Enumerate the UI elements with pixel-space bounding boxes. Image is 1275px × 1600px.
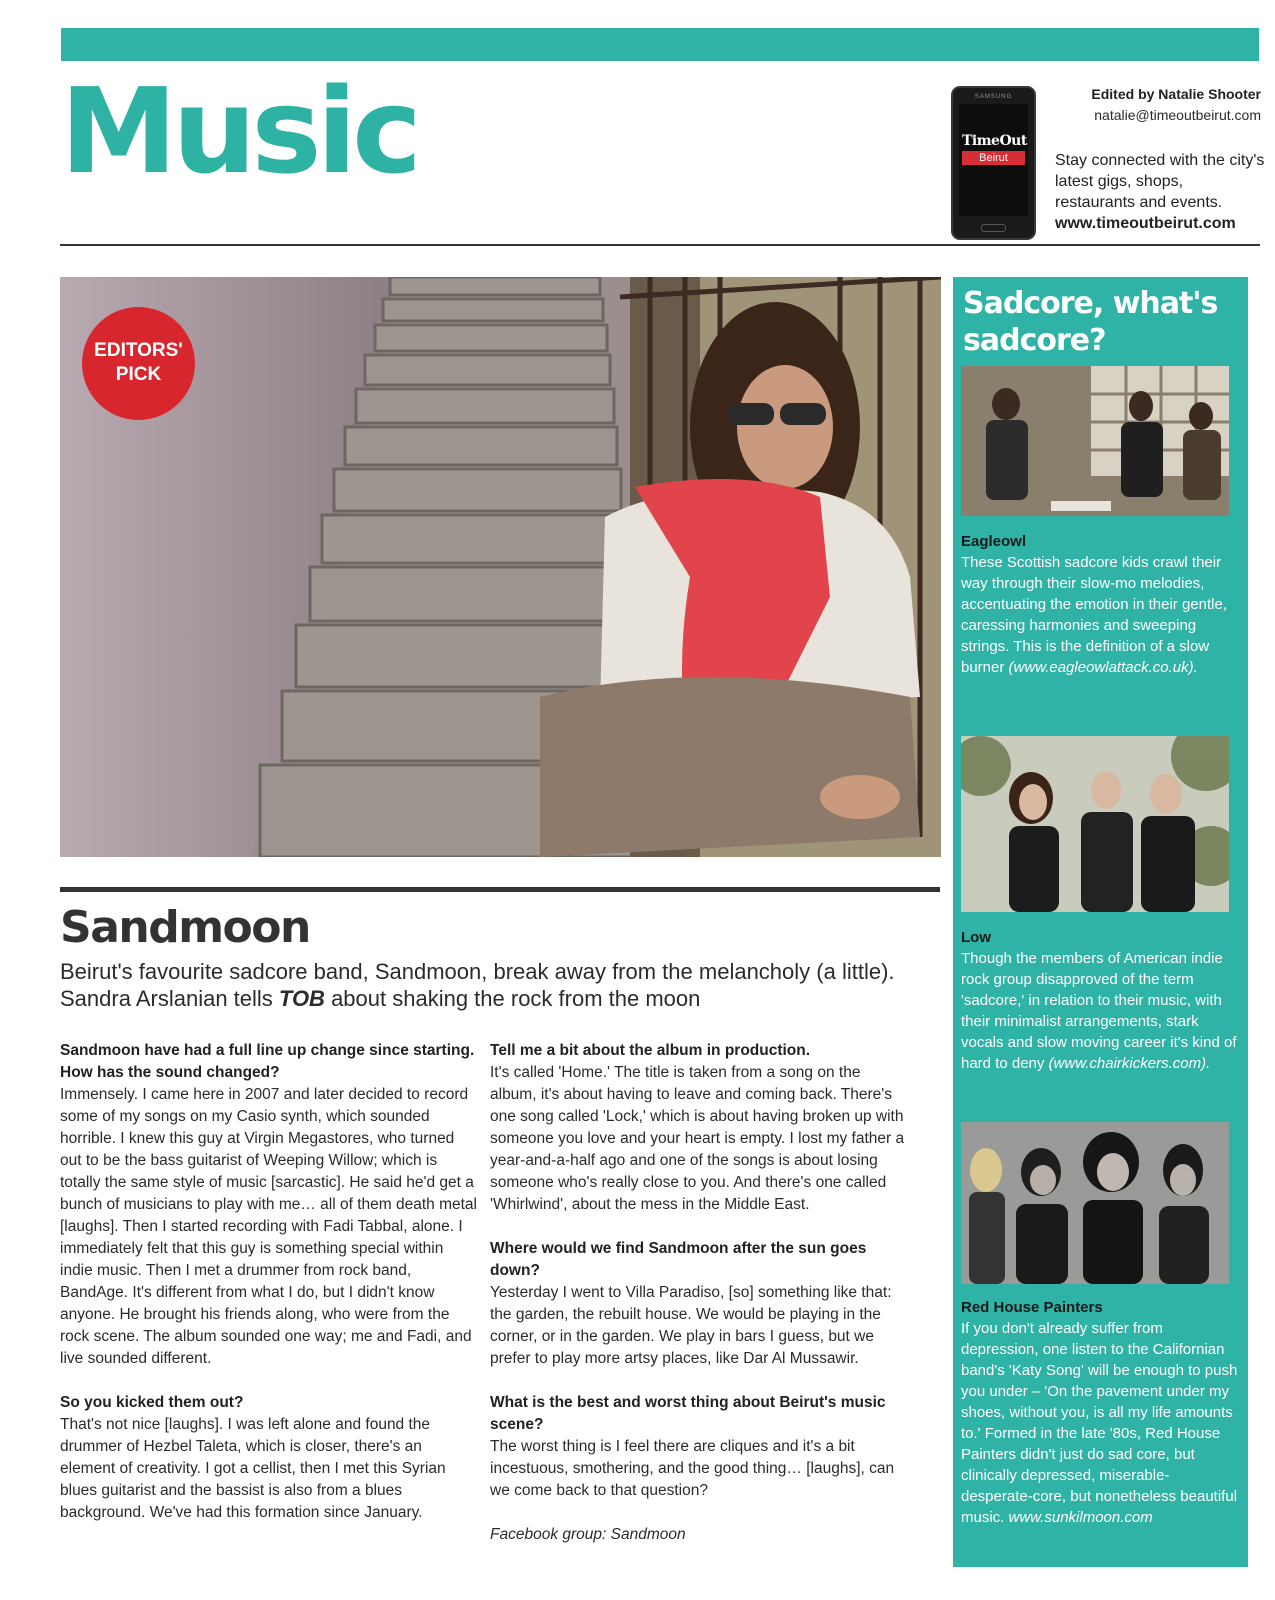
section-title: Music: [60, 62, 418, 200]
entry-url[interactable]: (www.chairkickers.com).: [1048, 1055, 1211, 1072]
article-column-left: [60, 1040, 480, 1546]
promo-text: Stay connected with the city's latest gigs, shops, restaurants and events.: [1055, 152, 1265, 211]
editor-email[interactable]: natalie@timeoutbeirut.com: [1094, 107, 1261, 123]
question: Sandmoon have had a full line up change since starting. How has the sound changed?: [60, 1042, 475, 1081]
logo-top: TimeOut: [962, 133, 1027, 149]
entry-name: Red House Painters: [961, 1299, 1103, 1316]
article-column-right: [490, 1040, 910, 1546]
article-headline: Sandmoon: [60, 902, 310, 953]
badge-line-1: EDITORS': [94, 340, 183, 361]
sadcore-sidebar: [953, 277, 1248, 1567]
sidebar-entry: [961, 927, 1241, 1074]
sidebar-title: Sadcore, what's sadcore?: [963, 286, 1218, 358]
sidebar-entry: [961, 531, 1241, 678]
promo-box: [1055, 150, 1265, 234]
article-rule: [60, 887, 940, 892]
phone-home-button: [981, 224, 1006, 232]
facebook-credit: Facebook group: Sandmoon: [490, 1526, 686, 1543]
entry-text: These Scottish sadcore kids crawl their way through their slow-mo melodies, accentuating the emotion in their gentle, caressing harmonies and sweeping strings. This is the definition of a slow burner: [961, 554, 1228, 676]
answer: Yesterday I went to Villa Paradiso, [so] something like that: the garden, the rebuilt house. We would be playing in the corner, or in the garden. We play in bars I guess, but we prefer to play more artsy places, like Dar Al Mussawir.: [490, 1284, 892, 1367]
sidebar-entry: [961, 1297, 1241, 1528]
standfirst-end: about shaking the rock from the moon: [324, 986, 701, 1011]
logo-bottom: Beirut: [962, 151, 1025, 165]
standfirst-text: Beirut's favourite sadcore band, Sandmoon, break away from the melancholy (a little). Sandra Arslanian tells: [60, 959, 895, 1011]
answer: Immensely. I came here in 2007 and later decided to record some of my songs on my Casio synth, which sounded horrible. I knew this guy at Virgin Megastores, who turned out to be the bass guitarist of Weeping Willow; which is totally the same style of music [sarcastic]. He said he'd get a bunch of musicians to play with me… all of them death metal [laughs]. Then I started recording with Fadi Tabbal, alone. I immediately felt that this guy is something special within indie music. Then I met a drummer from rock band, BandAge. It's different from what I do, but I didn't know anyone. He brought his friends along, who were from the rock scene. The album sounded one way; me and Fadi, and live sounded different.: [60, 1086, 477, 1367]
header-rule: [60, 244, 1260, 246]
timeout-logo: [962, 134, 1025, 165]
top-color-bar: [61, 28, 1259, 61]
badge-line-2: PICK: [115, 364, 162, 385]
red-house-painters-photo: [961, 1122, 1229, 1284]
entry-name: Low: [961, 929, 991, 946]
editors-pick-badge: [82, 307, 195, 420]
phone-brand: SAMSUNG: [974, 94, 1013, 100]
phone-illustration: [951, 86, 1036, 240]
editor-credit: [1091, 84, 1261, 126]
entry-url[interactable]: www.sunkilmoon.com: [1008, 1509, 1153, 1526]
eagleowl-photo: [961, 366, 1229, 516]
question: What is the best and worst thing about Beirut's music scene?: [490, 1394, 886, 1433]
phone-screen: [959, 104, 1028, 216]
article-standfirst: [60, 958, 940, 1012]
question: Where would we find Sandmoon after the sun goes down?: [490, 1240, 867, 1279]
answer: The worst thing is I feel there are cliques and it's a bit incestuous, smothering, and the good thing… [laughs], can we come back to that question?: [490, 1438, 895, 1499]
entry-text: If you don't already suffer from depression, one listen to the Californian band's 'Katy Song' will be enough to push you under – 'On the pavement under my shoes, without you, is all my life amounts to.' Formed in the late '80s, Red House Painters didn't just do sad core, but clinically depressed, miserable-desperate-core, but nonetheless beautiful music.: [961, 1320, 1238, 1526]
question: So you kicked them out?: [60, 1394, 244, 1411]
question: Tell me a bit about the album in production.: [490, 1042, 811, 1059]
entry-name: Eagleowl: [961, 533, 1027, 550]
entry-text: Though the members of American indie rock group disapproved of the term 'sadcore,' in relation to their music, with their minimalist arrangements, stark vocals and slow moving career it's kind of hard to deny: [961, 950, 1237, 1072]
low-photo: [961, 736, 1229, 912]
standfirst-tob: TOB: [278, 986, 325, 1011]
entry-url[interactable]: (www.eagleowlattack.co.uk).: [1008, 659, 1198, 676]
answer: It's called 'Home.' The title is taken from a song on the album, it's about having to leave and coming back. There's one song called 'Lock,' which is about having broken up with someone you love and your heart is empty. I lost my father a year-and-a-half ago and one of the songs is about losing someone who's really close to you. And there's one called 'Whirlwind', about the mess in the Middle East.: [490, 1064, 905, 1213]
answer: That's not nice [laughs]. I was left alone and found the drummer of Hezbel Taleta, which is closer, there's an element of creativity. I got a cellist, then I met this Syrian blues guitarist and the bassist is also from a blues background. We've had this formation since January.: [60, 1416, 446, 1521]
promo-url[interactable]: www.timeoutbeirut.com: [1055, 215, 1236, 232]
editor-name: Edited by Natalie Shooter: [1091, 86, 1261, 102]
